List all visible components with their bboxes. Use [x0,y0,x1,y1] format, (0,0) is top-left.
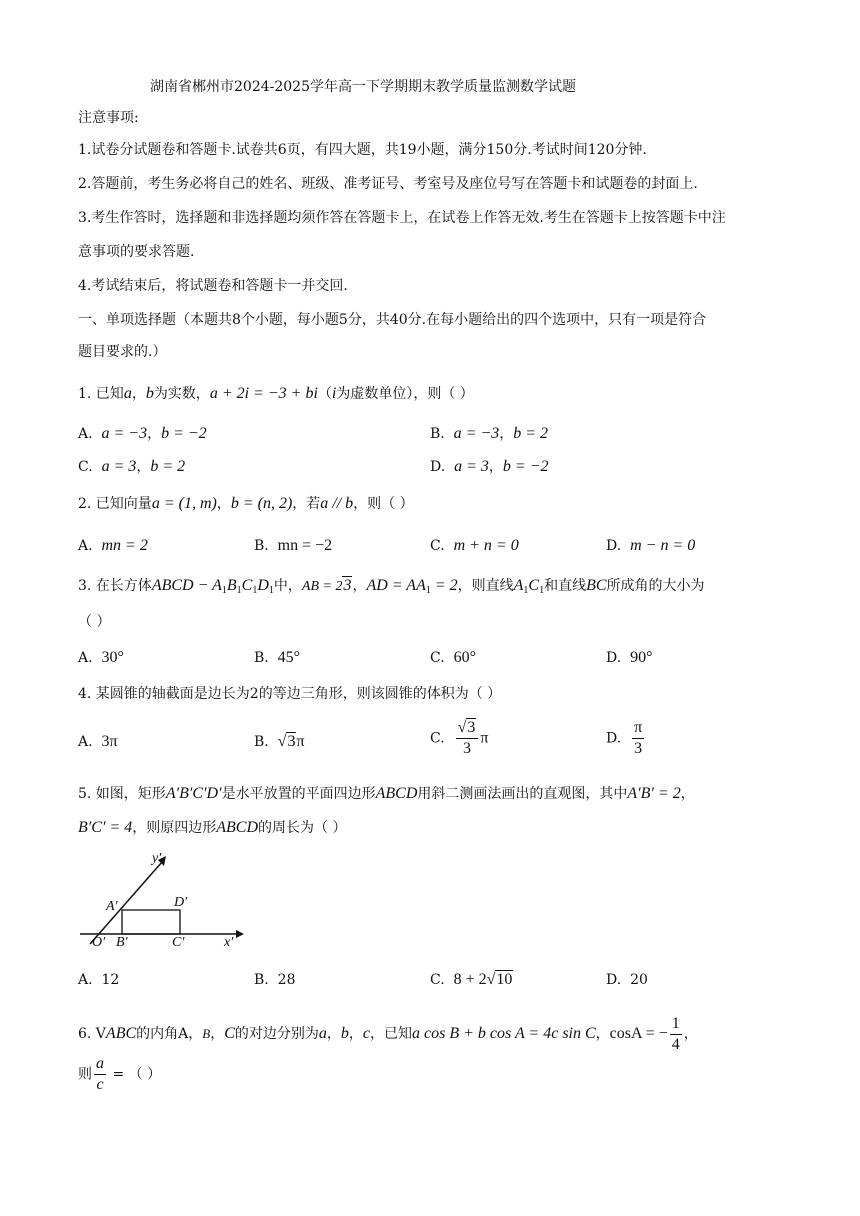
label-x: x′ [224,935,234,950]
q4-option-a[interactable]: A. 3π [78,733,118,750]
q2-option-c[interactable]: C. m + n = 0 [430,537,519,554]
question-2: 2. 已知向量a = (1, m)，b = (n, 2)，若a // b，则（ ） [78,495,414,512]
notice-item-2: 2.答题前，考生务必将自己的姓名、班级、准考证号、考室号及座位号写在答题卡和试题卷的封面上. [78,176,698,192]
x-axis-arrow [236,930,244,938]
notice-item-3-cont: 意事项的要求答题. [78,244,195,260]
label-d: D′ [174,895,188,910]
q2-option-a[interactable]: A. mn = 2 [78,537,148,554]
q6-equation: a cos B + b cos A = 4c sin C [412,1025,596,1043]
q3-option-c[interactable]: C. 60° [430,649,476,666]
q4-option-c[interactable]: C. $\frac{√3}{3}$ π [430,719,489,757]
question-6-cont: 则 $\frac{a}{c}$ = （ ） [78,1055,162,1093]
q5-option-a[interactable]: A. 12 [78,972,120,988]
q1-option-d[interactable]: D. a = 3，b = −2 [430,458,549,475]
q3-option-a[interactable]: A. 30° [78,649,124,666]
q1-option-b[interactable]: B. a = −3，b = 2 [430,425,549,442]
q1-option-a[interactable]: A. a = −3，b = −2 [78,425,207,442]
notice-item-1: 1.试卷分试题卷和答题卡.试卷共6页，有四大题，共19小题，满分150分.考试时间120分钟. [78,142,647,158]
q2-option-b[interactable]: B. mn = −2 [254,537,333,554]
y-axis [90,862,162,944]
notice-item-4: 4.考试结束后，将试题卷和答题卡一并交回. [78,278,348,294]
section-heading: 一、单项选择题（本题共8个小题，每小题5分，共40分.在每小题给出的四个选项中，只有一项是符合 [78,312,707,328]
exam-title: 湖南省郴州市2024-2025学年高一下学期期末教学质量监测数学试题 [150,79,576,95]
rectangle-abcd [122,910,180,934]
question-5-cont: B′C′ = 4，则原四边形ABCD的周长为（ ） [78,819,347,836]
question-3-cont: （ ） [78,614,111,630]
label-c: C′ [172,935,185,950]
question-1: 1. 已知a，b为实数，a + 2i = −3 + bi（i为虚数单位），则（ ） [78,385,474,402]
vector-b: b = (n, 2) [230,495,293,512]
label-a: A′ [106,899,118,914]
q1-option-c[interactable]: C. a = 3，b = 2 [78,458,186,475]
section-heading-cont: 题目要求的.） [78,344,167,360]
oblique-projection-figure [76,848,256,954]
q3-option-b[interactable]: B. 45° [254,649,301,666]
q5-option-b[interactable]: B. 28 [254,972,296,988]
question-3: 3. 在长方体ABCD − $A_1B_1C_1D_1$中，AB = 23，AD = $AA_1 = 2$，则直线$A_1C_1$和直线BC所成角的大小为 [78,577,705,596]
q5-option-d[interactable]: D. 20 [606,972,648,988]
label-o: O′ [92,935,106,950]
question-5: 5. 如图，矩形A′B′C′D′是水平放置的平面四边形ABCD用斜二测画法画出的直观图，其中A′B′ = 2， [78,785,695,802]
q4-option-d[interactable]: D. $\frac{\pi}{3}$ [606,719,643,757]
q4-option-b[interactable]: B. √3π [254,733,305,750]
question-6: 6. VABC的内角A，B，C的对边分别为a，b，c，已知a cos B + b cos A = 4c sin C，cosA = − $\frac{1}{4}$ ， [78,1015,698,1053]
q3-option-d[interactable]: D. 90° [606,649,653,666]
q2-option-d[interactable]: D. m − n = 0 [606,537,696,554]
notice-item-3: 3.考生作答时，选择题和非选择题均须作答在答题卡上，在试卷上作答无效.考生在答题卡上按答题卡中注 [78,210,726,226]
q5-option-c[interactable]: C. 8 + 2√10 [430,971,513,988]
label-b: B′ [116,935,128,950]
label-y: y′ [152,851,162,866]
notice-heading: 注意事项: [78,110,139,126]
q1-equation: a + 2i = −3 + bi [209,385,318,402]
question-4: 4. 某圆锥的轴截面是边长为2的等边三角形，则该圆锥的体积为（ ） [78,686,502,702]
vector-a: a = (1, m) [151,495,217,512]
